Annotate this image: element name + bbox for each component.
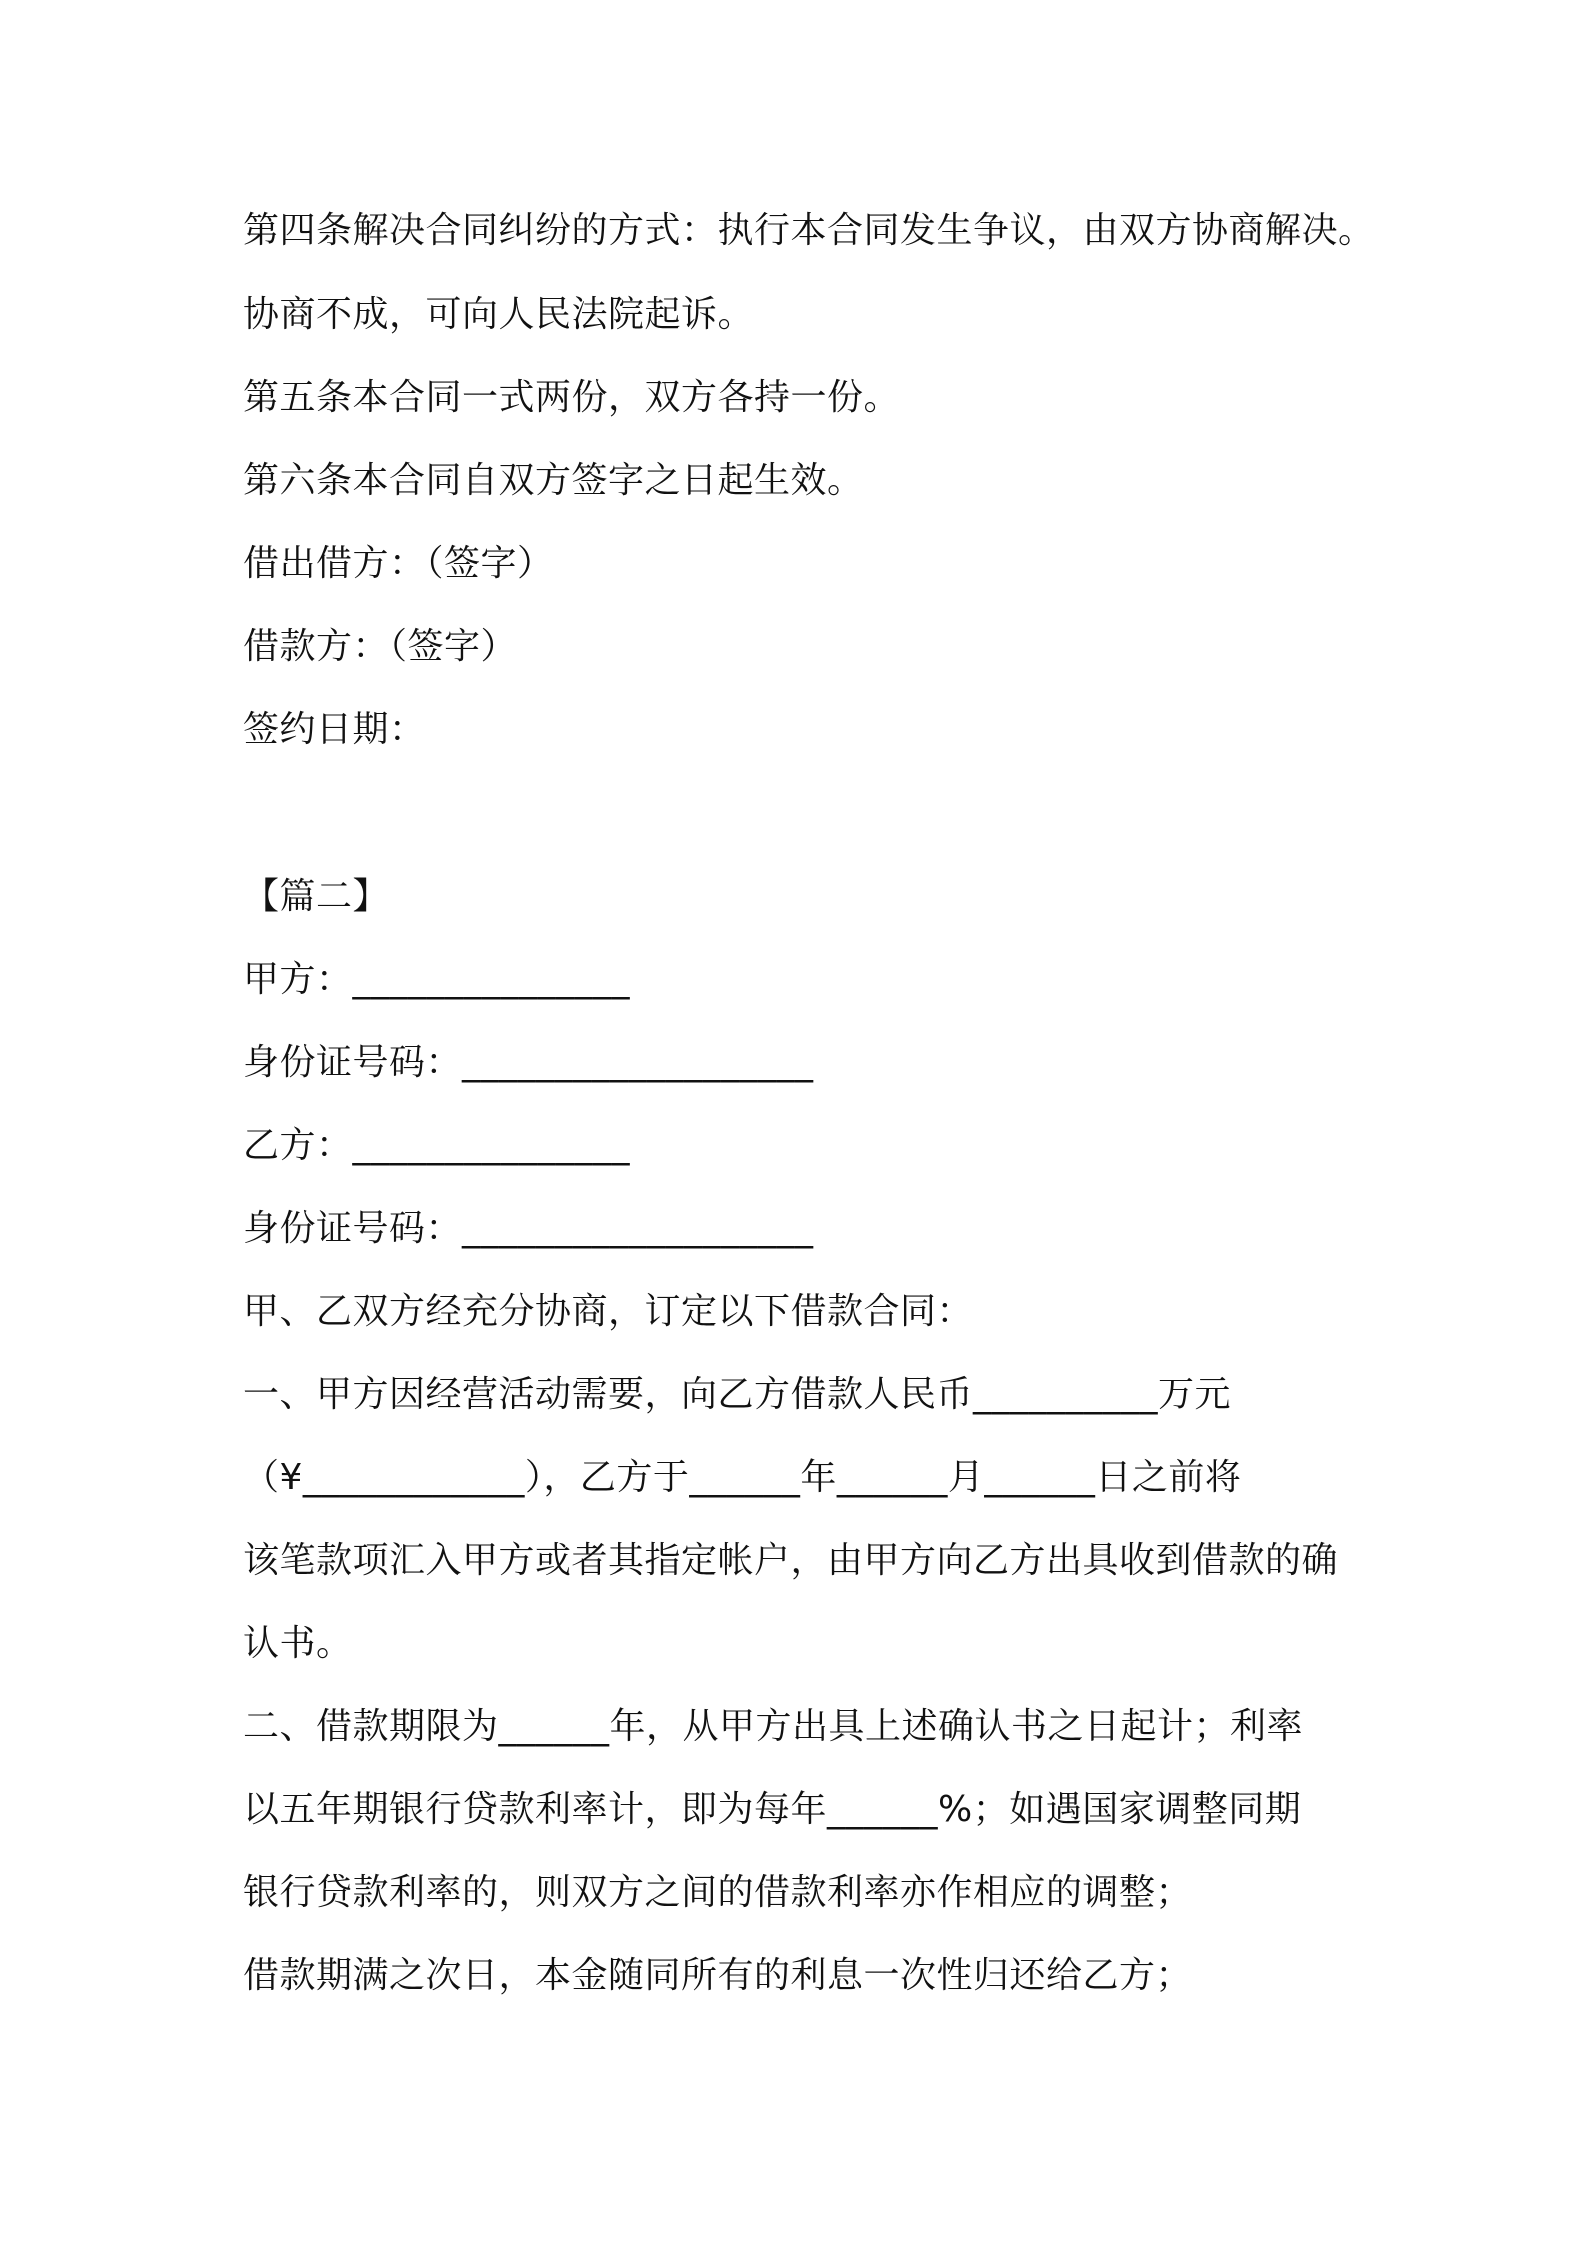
clause-4-line-1: 第四条解决合同纠纷的方式：执行本合同发生争议，由双方协商解决。: [243, 210, 1375, 251]
signing-date-line: 签约日期：: [243, 709, 426, 750]
article-1-line-1: 一、甲方因经营活动需要，向乙方借款人民币__________万元: [243, 1374, 1232, 1415]
repayment-line: 借款期满之次日，本金随同所有的利息一次性归还给乙方；: [243, 1955, 1193, 1996]
party-a-line: 甲方：_______________: [243, 959, 631, 1000]
article-2-line-2: 以五年期银行贷款利率计，即为每年______%；如遇国家调整同期: [243, 1789, 1302, 1830]
preamble-line: 甲、乙双方经充分协商，订定以下借款合同：: [243, 1291, 974, 1332]
clause-5: 第五条本合同一式两份，双方各持一份。: [243, 377, 901, 418]
party-b-id-line: 身份证号码：___________________: [243, 1208, 814, 1249]
lender-signature-line: 借出借方：（签字）: [243, 543, 554, 584]
borrower-signature-line: 借款方：（签字）: [243, 626, 518, 667]
article-1-line-3: 该笔款项汇入甲方或者其指定帐户，由甲方向乙方出具收到借款的确: [243, 1540, 1339, 1581]
article-2-line-1: 二、借款期限为______年，从甲方出具上述确认书之日起计；利率: [243, 1706, 1304, 1747]
article-1-line-4: 认书。: [243, 1623, 353, 1664]
clause-6: 第六条本合同自双方签字之日起生效。: [243, 460, 864, 501]
article-2-line-3: 银行贷款利率的，则双方之间的借款利率亦作相应的调整；: [243, 1872, 1193, 1913]
party-b-line: 乙方：_______________: [243, 1125, 631, 1166]
article-1-line-2: （¥____________），乙方于______年______月______日之前将: [243, 1457, 1242, 1498]
clause-4-line-2: 协商不成，可向人民法院起诉。: [243, 294, 755, 335]
section-heading: 【篇二】: [243, 876, 390, 917]
party-a-id-line: 身份证号码：___________________: [243, 1042, 814, 1083]
